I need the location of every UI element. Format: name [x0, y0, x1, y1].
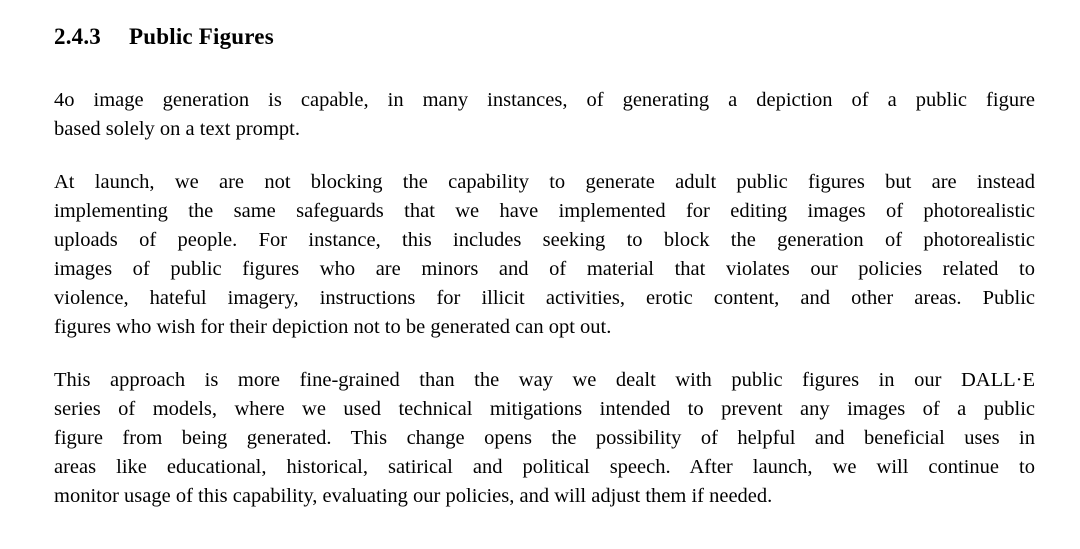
- text-line: 4o image generation is capable, in many instances, of generating a depiction of a public figure: [54, 89, 1035, 111]
- text-line: violence, hateful imagery, instructions for illicit activities, erotic content, and other areas. Public: [54, 287, 1035, 309]
- text-line: implementing the same safeguards that we have implemented for editing images of photorealistic: [54, 200, 1035, 222]
- text-line: At launch, we are not blocking the capability to generate adult public figures but are instead: [54, 171, 1035, 193]
- text-line: based solely on a text prompt.: [54, 118, 300, 140]
- paragraph: [54, 168, 1035, 342]
- section-title: Public Figures: [129, 24, 274, 49]
- document-body: [54, 86, 1035, 511]
- text-line: areas like educational, historical, satirical and political speech. After launch, we will continue to: [54, 456, 1035, 478]
- paragraph: [54, 366, 1035, 511]
- text-line: This approach is more fine-grained than the way we dealt with public figures in our DALL·E: [54, 369, 1035, 391]
- text-line: series of models, where we used technical mitigations intended to prevent any images of a public: [54, 398, 1035, 420]
- text-line: monitor usage of this capability, evaluating our policies, and will adjust them if needed.: [54, 485, 773, 507]
- text-line: images of public figures who are minors and of material that violates our policies related to: [54, 258, 1035, 280]
- text-line: uploads of people. For instance, this includes seeking to block the generation of photorealistic: [54, 229, 1035, 251]
- text-line: figures who wish for their depiction not to be generated can opt out.: [54, 316, 612, 338]
- text-line: figure from being generated. This change opens the possibility of helpful and beneficial uses in: [54, 427, 1035, 449]
- section-heading: [54, 22, 1035, 52]
- section-number: 2.4.3: [54, 24, 101, 49]
- paragraph: [54, 86, 1035, 144]
